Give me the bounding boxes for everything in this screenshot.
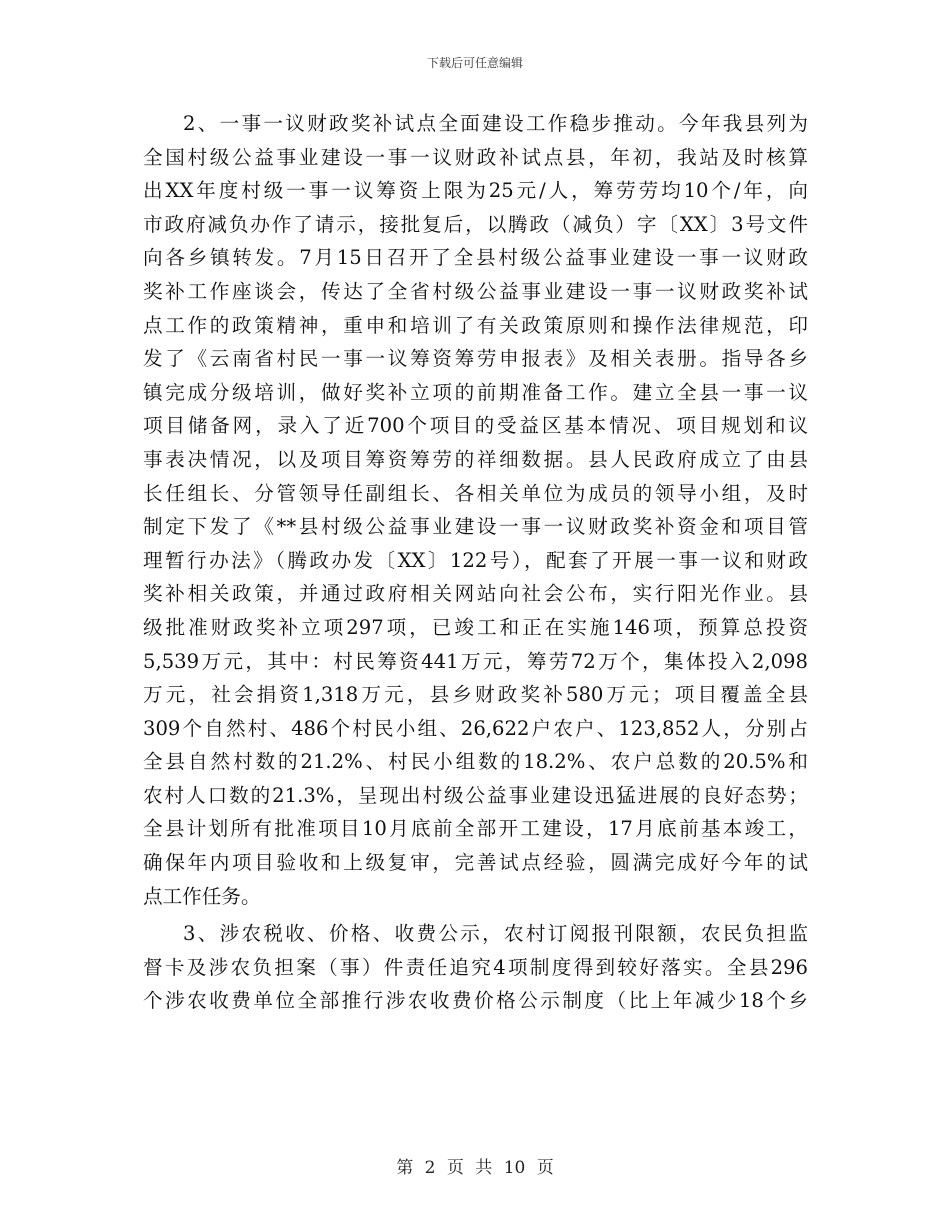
text-line: 项目储备网，录入了近700个项目的受益区基本情况、项目规划和议 [143, 414, 808, 438]
paragraph-2 [143, 107, 808, 913]
text-line: 镇完成分级培训，做好奖补立项的前期准备工作。建立全县一事一议 [143, 380, 808, 404]
paragraph-3 [143, 917, 808, 1018]
text-line: 奖补工作座谈会，传达了全省村级公益事业建设一事一议财政奖补试 [143, 279, 808, 303]
text-line: 制定下发了《**县村级公益事业建设一事一议财政奖补资金和项目管 [143, 515, 808, 539]
text-line: 3、涉农税收、价格、收费公示，农村订阅报刊限额，农民负担监 [183, 922, 808, 946]
text-line: 长任组长、分管领导任副组长、各相关单位为成员的领导小组，及时 [143, 481, 808, 505]
text-line: 全县计划所有批准项目10月底前全部开工建设，17月底前基本竣工， [143, 817, 808, 841]
text-line: 督卡及涉农负担案（事）件责任追究4项制度得到较好落实。全县296 [143, 955, 808, 979]
page-header: 下载后可任意编辑 [426, 56, 523, 70]
text-line: 5,539万元，其中：村民筹资441万元，筹劳72万个，集体投入2,098 [143, 649, 808, 673]
text-line: 确保年内项目验收和上级复审，完善试点经验，圆满完成好今年的试 [143, 851, 808, 875]
text-line: 理暂行办法》（腾政办发〔XX〕122号），配套了开展一事一议和财政 [143, 548, 808, 572]
text-line: 点工作任务。 [143, 884, 261, 908]
text-line: 2、一事一议财政奖补试点全面建设工作稳步推动。今年我县列为 [183, 112, 808, 135]
text-line: 事表决情况，以及项目筹资筹劳的祥细数据。县人民政府成立了由县 [143, 447, 808, 471]
text-line: 个涉农收费单位全部推行涉农收费价格公示制度（比上年减少18个乡 [143, 989, 808, 1013]
text-line: 农村人口数的21.3%，呈现出村级公益事业建设迅猛进展的良好态势； [143, 783, 808, 807]
text-line: 万元，社会捐资1,318万元，县乡财政奖补580万元；项目覆盖全县 [143, 683, 808, 707]
text-line: 级批准财政奖补立项297项，已竣工和正在实施146项，预算总投资 [143, 615, 808, 639]
text-line: 全国村级公益事业建设一事一议财政补试点县，年初，我站及时核算 [143, 145, 808, 169]
text-line: 全县自然村数的21.2%、村民小组数的18.2%、农户总数的20.5%和 [143, 750, 808, 774]
document-body [143, 107, 808, 1018]
text-line: 309个自然村、486个村民小组、26,622户农户、123,852人，分别占 [143, 716, 808, 740]
text-line: 点工作的政策精神，重申和培训了有关政策原则和操作法律规范，印 [143, 313, 808, 337]
page-footer: 第 2 页 共 10 页 [396, 1158, 554, 1178]
text-line: 出XX年度村级一事一议筹资上限为25元/人，筹劳劳均10个/年，向 [143, 179, 808, 203]
text-line: 奖补相关政策，并通过政府相关网站向社会公布，实行阳光作业。县 [143, 582, 808, 606]
text-line: 发了《云南省村民一事一议筹资筹劳申报表》及相关表册。指导各乡 [143, 347, 808, 371]
text-line: 市政府减负办作了请示，接批复后，以腾政（减负）字〔XX〕3号文件 [143, 212, 808, 236]
text-line: 向各乡镇转发。7月15日召开了全县村级公益事业建设一事一议财政 [143, 246, 808, 270]
